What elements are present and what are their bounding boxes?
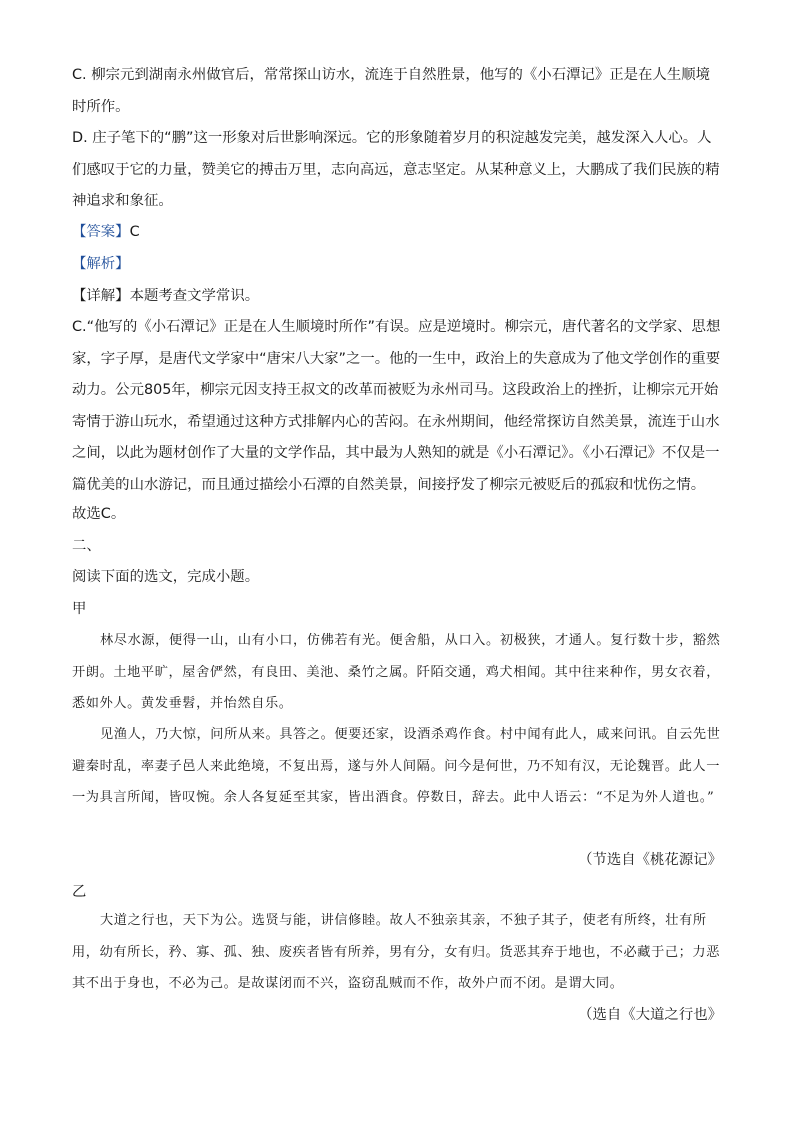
analysis-label: 【解析】	[72, 256, 130, 272]
passage-b-source: （选自《大道之行也》	[578, 1007, 722, 1023]
answer-line	[72, 217, 724, 249]
explanation-paragraph: C.“他写的《小石潭记》正是在人生顺境时所作”有误。应是逆境时。柳宗元，唐代著名的文学家、思想家，字子厚，是唐代文学家中“唐宋八大家”之一。他的一生中，政治上的失意成为了他文学创作的重要动力。公元805年，柳宗元因支持王叔文的改革而被贬为永州司马。这段政治上的挫折，让柳宗元开始寄情于游山玩水，希望通过这种方式排解内心的苦闷。在永州期间，他经常探访自然美景，流连于山水之间，以此为题材创作了大量的文学作品，其中最为人熟知的就是《小石潭记》。《小石潭记》不仅是一篇优美的山水游记，而且通过描绘小石潭的自然美景，间接抒发了柳宗元被贬后的孤寂和忧伤之情。	[72, 319, 721, 493]
answer-value: C	[129, 224, 140, 240]
passage-b-label: 乙	[72, 884, 87, 900]
passage-a-label: 甲	[72, 601, 87, 617]
detail-label: 【详解】	[72, 288, 130, 304]
passage-b-paragraph: 大道之行也，天下为公。选贤与能，讲信修睦。故人不独亲其亲，不独子其子，使老有所终，壮有所用，幼有所长，矜、寡、孤、独、废疾者皆有所养，男有分，女有归。货恶其弃于地也，不必藏于己；力恶其不出于身也，不必为己。是故谋闭而不兴，盗窃乱贼而不作，故外户而不闭。是谓大同。	[72, 913, 721, 991]
instruction: 阅读下面的选文，完成小题。	[72, 569, 260, 585]
conclusion: 故选C。	[72, 506, 126, 522]
section-heading: 二、	[72, 538, 101, 554]
detail-line	[72, 281, 724, 313]
passage-a-source: （节选自《桃花源记》	[578, 852, 722, 868]
option-d: D. 庄子笔下的“鹏”这一形象对后世影响深远。它的形象随着岁月的积淀越发完美，越发深入人心。人们感叹于它的力量，赞美它的搏击万里，志向高远，意志坚定。从某种意义上，大鹏成了我们民族的精神追求和象征。	[72, 130, 720, 209]
option-c: C. 柳宗元到湖南永州做官后，常常探山访水，流连于自然胜景，他写的《小石潭记》正是在人生顺境时所作。	[72, 67, 710, 115]
answer-label: 【答案】	[72, 224, 130, 240]
passage-a-paragraph-2: 见渔人，乃大惊，问所从来。具答之。便要还家，设酒杀鸡作食。村中闻有此人，咸来问讯。自云先世避秦时乱，率妻子邑人来此绝境，不复出焉，遂与外人间隔。问今是何世，乃不知有汉，无论魏晋。此人一一为具言所闻，皆叹惋。余人各复延至其家，皆出酒食。停数日，辞去。此中人语云：“不足为外人道也。”	[72, 727, 721, 805]
passage-a-paragraph-1: 林尽水源，便得一山，山有小口，仿佛若有光。便舍船，从口入。初极狭，才通人。复行数十步，豁然开朗。土地平旷，屋舍俨然，有良田、美池、桑竹之属。阡陌交通，鸡犬相闻。其中往来种作，男女衣着，悉如外人。黄发垂髫，并怡然自乐。	[72, 633, 721, 711]
detail-text: 本题考查文学常识。	[129, 288, 260, 304]
